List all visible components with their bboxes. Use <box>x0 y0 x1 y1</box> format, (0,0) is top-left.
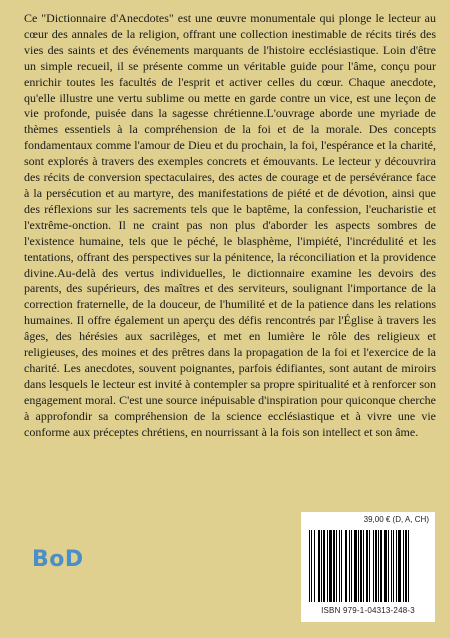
price-label: 39,00 € (D, A, CH) <box>363 515 429 524</box>
barcode-panel <box>301 512 435 622</box>
barcode-image <box>309 530 427 602</box>
book-description: Ce "Dictionnaire d'Anecdotes" est une œuvre monumentale qui plonge le lecteur au cœur des annales de la religion, offrant une collection inestimable de récits tirés des vies des saints et des événements marquants de l'histoire ecclésiastique. Loin d'être un simple recueil, il se présente comme un véritable guide pour l'âme, conçu pour enrichir toutes les facultés de l'esprit et activer celles du cœur. Chaque anecdote, qu'elle illustre une vertu sublime ou mette en garde contre un vice, est une leçon de vie profonde, puisée dans la sagesse chrétienne.L'ouvrage aborde une myriade de thèmes essentiels à la compréhension de la foi et de la morale. Des concepts fondamentaux comme l'amour de Dieu et du prochain, la foi, l'espérance et la charité, sont explorés à travers des exemples concrets et émouvants. Le lecteur y découvrira des récits de conversion spectaculaires, des actes de courage et de persévérance face à la persécution et au martyre, des manifestations de piété et de dévotion, ainsi que des réflexions sur les sacrements tels que le baptême, la confession, l'eucharistie et l'extrême-onction. Il ne craint pas non plus d'aborder les aspects sombres de l'existence humaine, tels que le péché, le blasphème, l'impiété, l'incrédulité et les tentations, offrant des perspectives sur la pénitence, la réconciliation et la providence divine.Au-delà des vertus individuelles, le dictionnaire examine les devoirs des parents, des supérieurs, des maîtres et des serviteurs, soulignant l'importance de la correction fraternelle, de la douceur, de l'humilité et de la patience dans les relations humaines. Il offre également un aperçu des défis rencontrés par l'Église à travers les âges, des hérésies aux sacrilèges, et met en lumière le rôle des religieux et religieuses, des moines et des prêtres dans la propagation de la foi et l'exercice de la charité. Les anecdotes, souvent poignantes, parfois édifiantes, sont autant de miroirs dans lesquels le lecteur est invité à contempler sa propre spiritualité et à renforcer son engagement moral. C'est une source inépuisable d'inspiration pour quiconque cherche à approfondir sa compréhension de la science ecclésiastique et à vivre une vie conforme aux préceptes chrétiens, en nourrissant à la fois son intellect et son âme. <box>24 11 436 439</box>
publisher-logo: BoD <box>32 547 84 572</box>
isbn-label: ISBN 979-1-04313-248-3 <box>321 606 415 615</box>
